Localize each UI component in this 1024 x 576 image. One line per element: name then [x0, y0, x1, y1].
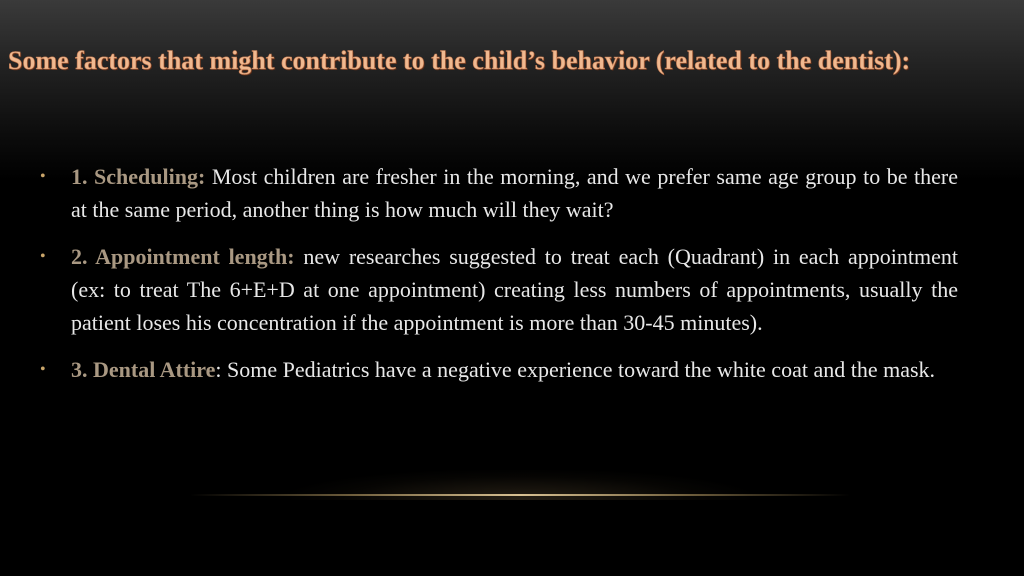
slide-title: Some factors that might contribute to the child’s behavior (related to the dentist): [8, 46, 911, 75]
slide-background-gradient [0, 0, 1024, 180]
bullet-label: 2. Appointment length: [71, 244, 295, 269]
bullet-dot-icon: • [40, 248, 46, 265]
decorative-divider-line [190, 494, 850, 496]
bullet-item-dental-attire [40, 353, 958, 386]
bullet-item-scheduling [40, 160, 958, 226]
bullet-text: new researches suggested to treat each (Quadrant) in each appointment (ex: to treat The 6+E+D at one appointment) creating less numbers of appointments, usually the patient loses his concentration if the appointment is more than 30-45 minutes). [71, 244, 958, 335]
bullet-dot-icon: • [40, 361, 46, 378]
bullet-list [40, 160, 958, 400]
bullet-label: 3. Dental Attire [71, 357, 216, 382]
bullet-label: 1. Scheduling: [71, 164, 206, 189]
bullet-dot-icon: • [40, 168, 46, 185]
bullet-text: Most children are fresher in the morning, and we prefer same age group to be there at the same period, another thing is how much will they wait? [71, 164, 958, 222]
bullet-item-appointment-length [40, 240, 958, 339]
bullet-text: : Some Pediatrics have a negative experience toward the white coat and the mask. [215, 357, 936, 382]
